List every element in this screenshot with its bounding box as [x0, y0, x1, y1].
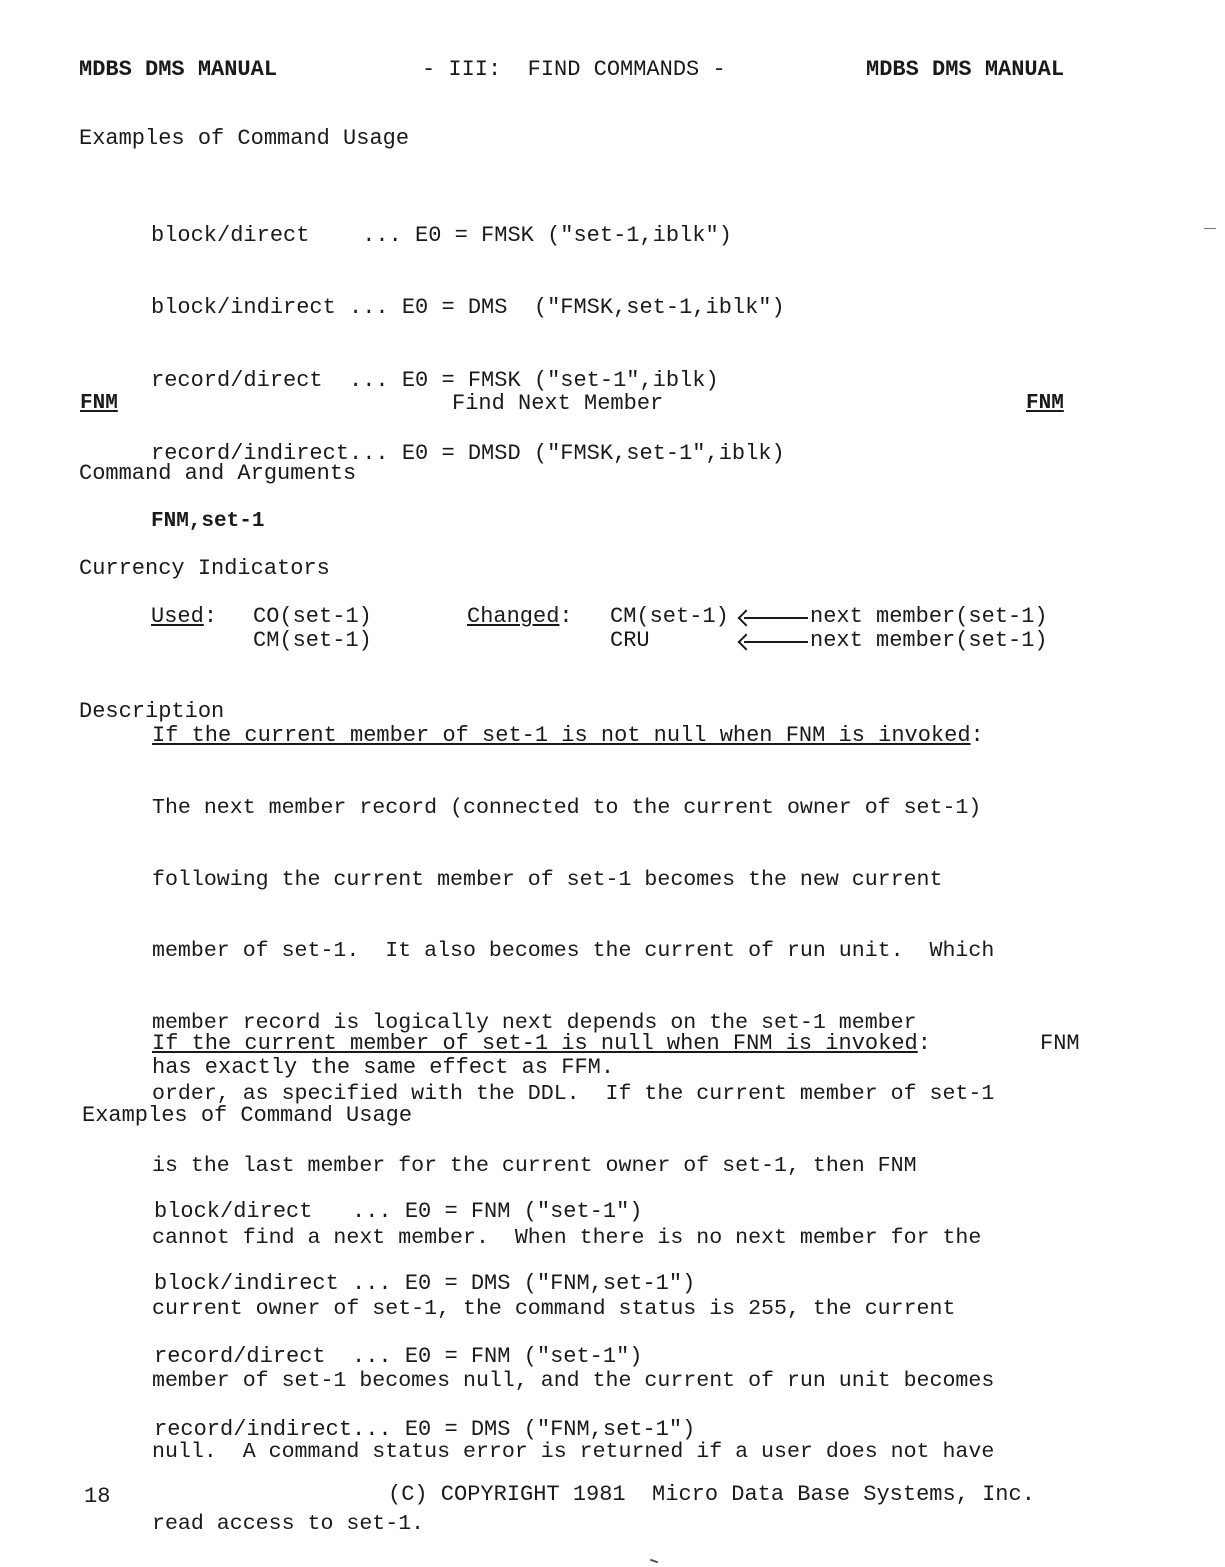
example-line: record/direct ... E0 = FNM ("set-1"): [154, 1344, 643, 1370]
currency-heading: Currency Indicators: [79, 556, 330, 581]
header-center: - III: FIND COMMANDS -: [422, 57, 726, 82]
description-condition-1: If the current member of set-1 is not null when FNM is invoked:: [152, 723, 984, 748]
arrow-left-icon: [738, 631, 808, 651]
description-paragraph-2: has exactly the same effect as FFM.: [152, 1055, 615, 1080]
example-line: block/direct ... E0 = FNM ("set-1"): [154, 1198, 643, 1224]
description-line: The next member record (connected to the current owner of set-1): [152, 796, 982, 820]
description-line: null. A command status error is returned if a user does not have: [152, 1440, 995, 1465]
description-line: following the current member of set-1 becomes the new current: [152, 867, 943, 892]
description-line: read access to set-1.: [152, 1511, 425, 1536]
condition-text: If the current member of set-1 is not null when FNM is invoked: [152, 723, 971, 748]
header-right: MDBS DMS MANUAL: [866, 57, 1065, 82]
page-number: 18: [84, 1484, 111, 1509]
command-syntax: FNM,set-1: [151, 510, 265, 533]
used-label-text: Used: [151, 604, 204, 629]
condition-text: If the current member of set-1 is null when FNM is invoked: [152, 1031, 918, 1056]
section-title: Find Next Member: [452, 391, 664, 416]
header-left: MDBS DMS MANUAL: [79, 57, 278, 82]
fmsk-examples-heading: Examples of Command Usage: [79, 126, 410, 151]
example-line: record/direct ... E0 = FMSK ("set-1",iblk): [151, 368, 719, 394]
description-line: order, as specified with the DDL. If the current member of set-1: [152, 1082, 995, 1107]
description-line: member record is logically next depends on the set-1 member: [152, 1010, 917, 1035]
fnm-examples-heading: Examples of Command Usage: [82, 1103, 413, 1128]
description-line: member of set-1. It also becomes the current of run unit. Which: [152, 939, 995, 964]
changed-source: next member(set-1): [810, 604, 1048, 629]
example-line: record/indirect... E0 = DMS ("FNM,set-1"): [154, 1417, 696, 1443]
example-line: block/direct ... E0 = FMSK ("set-1,iblk"): [151, 222, 732, 248]
changed-label-text: Changed: [467, 604, 560, 629]
description-condition-2: If the current member of set-1 is null when FNM is invoked:: [152, 1031, 931, 1056]
command-heading: Command and Arguments: [79, 461, 357, 486]
description-line: member of set-1 becomes null, and the current of run unit becomes: [152, 1368, 995, 1393]
description-line: current owner of set-1, the command status is 255, the current: [152, 1297, 956, 1322]
scan-mark: [1204, 228, 1216, 229]
description-line: cannot find a next member. When there is no next member for the: [152, 1225, 982, 1250]
example-line: block/indirect ... E0 = DMS ("FMSK,set-1,iblk"): [151, 295, 785, 321]
description-line: is the last member for the current owner of set-1, then FNM: [152, 1153, 917, 1178]
changed-label: Changed:: [467, 604, 573, 629]
description-heading: Description: [79, 699, 225, 724]
copyright: (C) COPYRIGHT 1981 Micro Data Base Systems, Inc.: [388, 1482, 1035, 1507]
section-code-left: FNM: [80, 392, 118, 415]
arrow-left-icon: [738, 607, 808, 627]
used-item: CM(set-1): [253, 628, 372, 653]
section-code-right: FNM: [1026, 392, 1064, 415]
used-item: CO(set-1): [253, 604, 372, 629]
used-label: Used:: [151, 604, 218, 629]
changed-target: CM(set-1): [610, 604, 729, 629]
example-line: record/indirect... E0 = DMSD ("FMSK,set-1",iblk): [151, 441, 785, 467]
condition-2-continuation: FNM: [1040, 1031, 1080, 1056]
fmsk-examples-block: [151, 175, 785, 491]
changed-target: CRU: [610, 628, 650, 653]
fnm-examples-block: [154, 1151, 695, 1467]
changed-source: next member(set-1): [810, 628, 1048, 653]
example-line: block/indirect ... E0 = DMS ("FNM,set-1"): [154, 1271, 696, 1297]
